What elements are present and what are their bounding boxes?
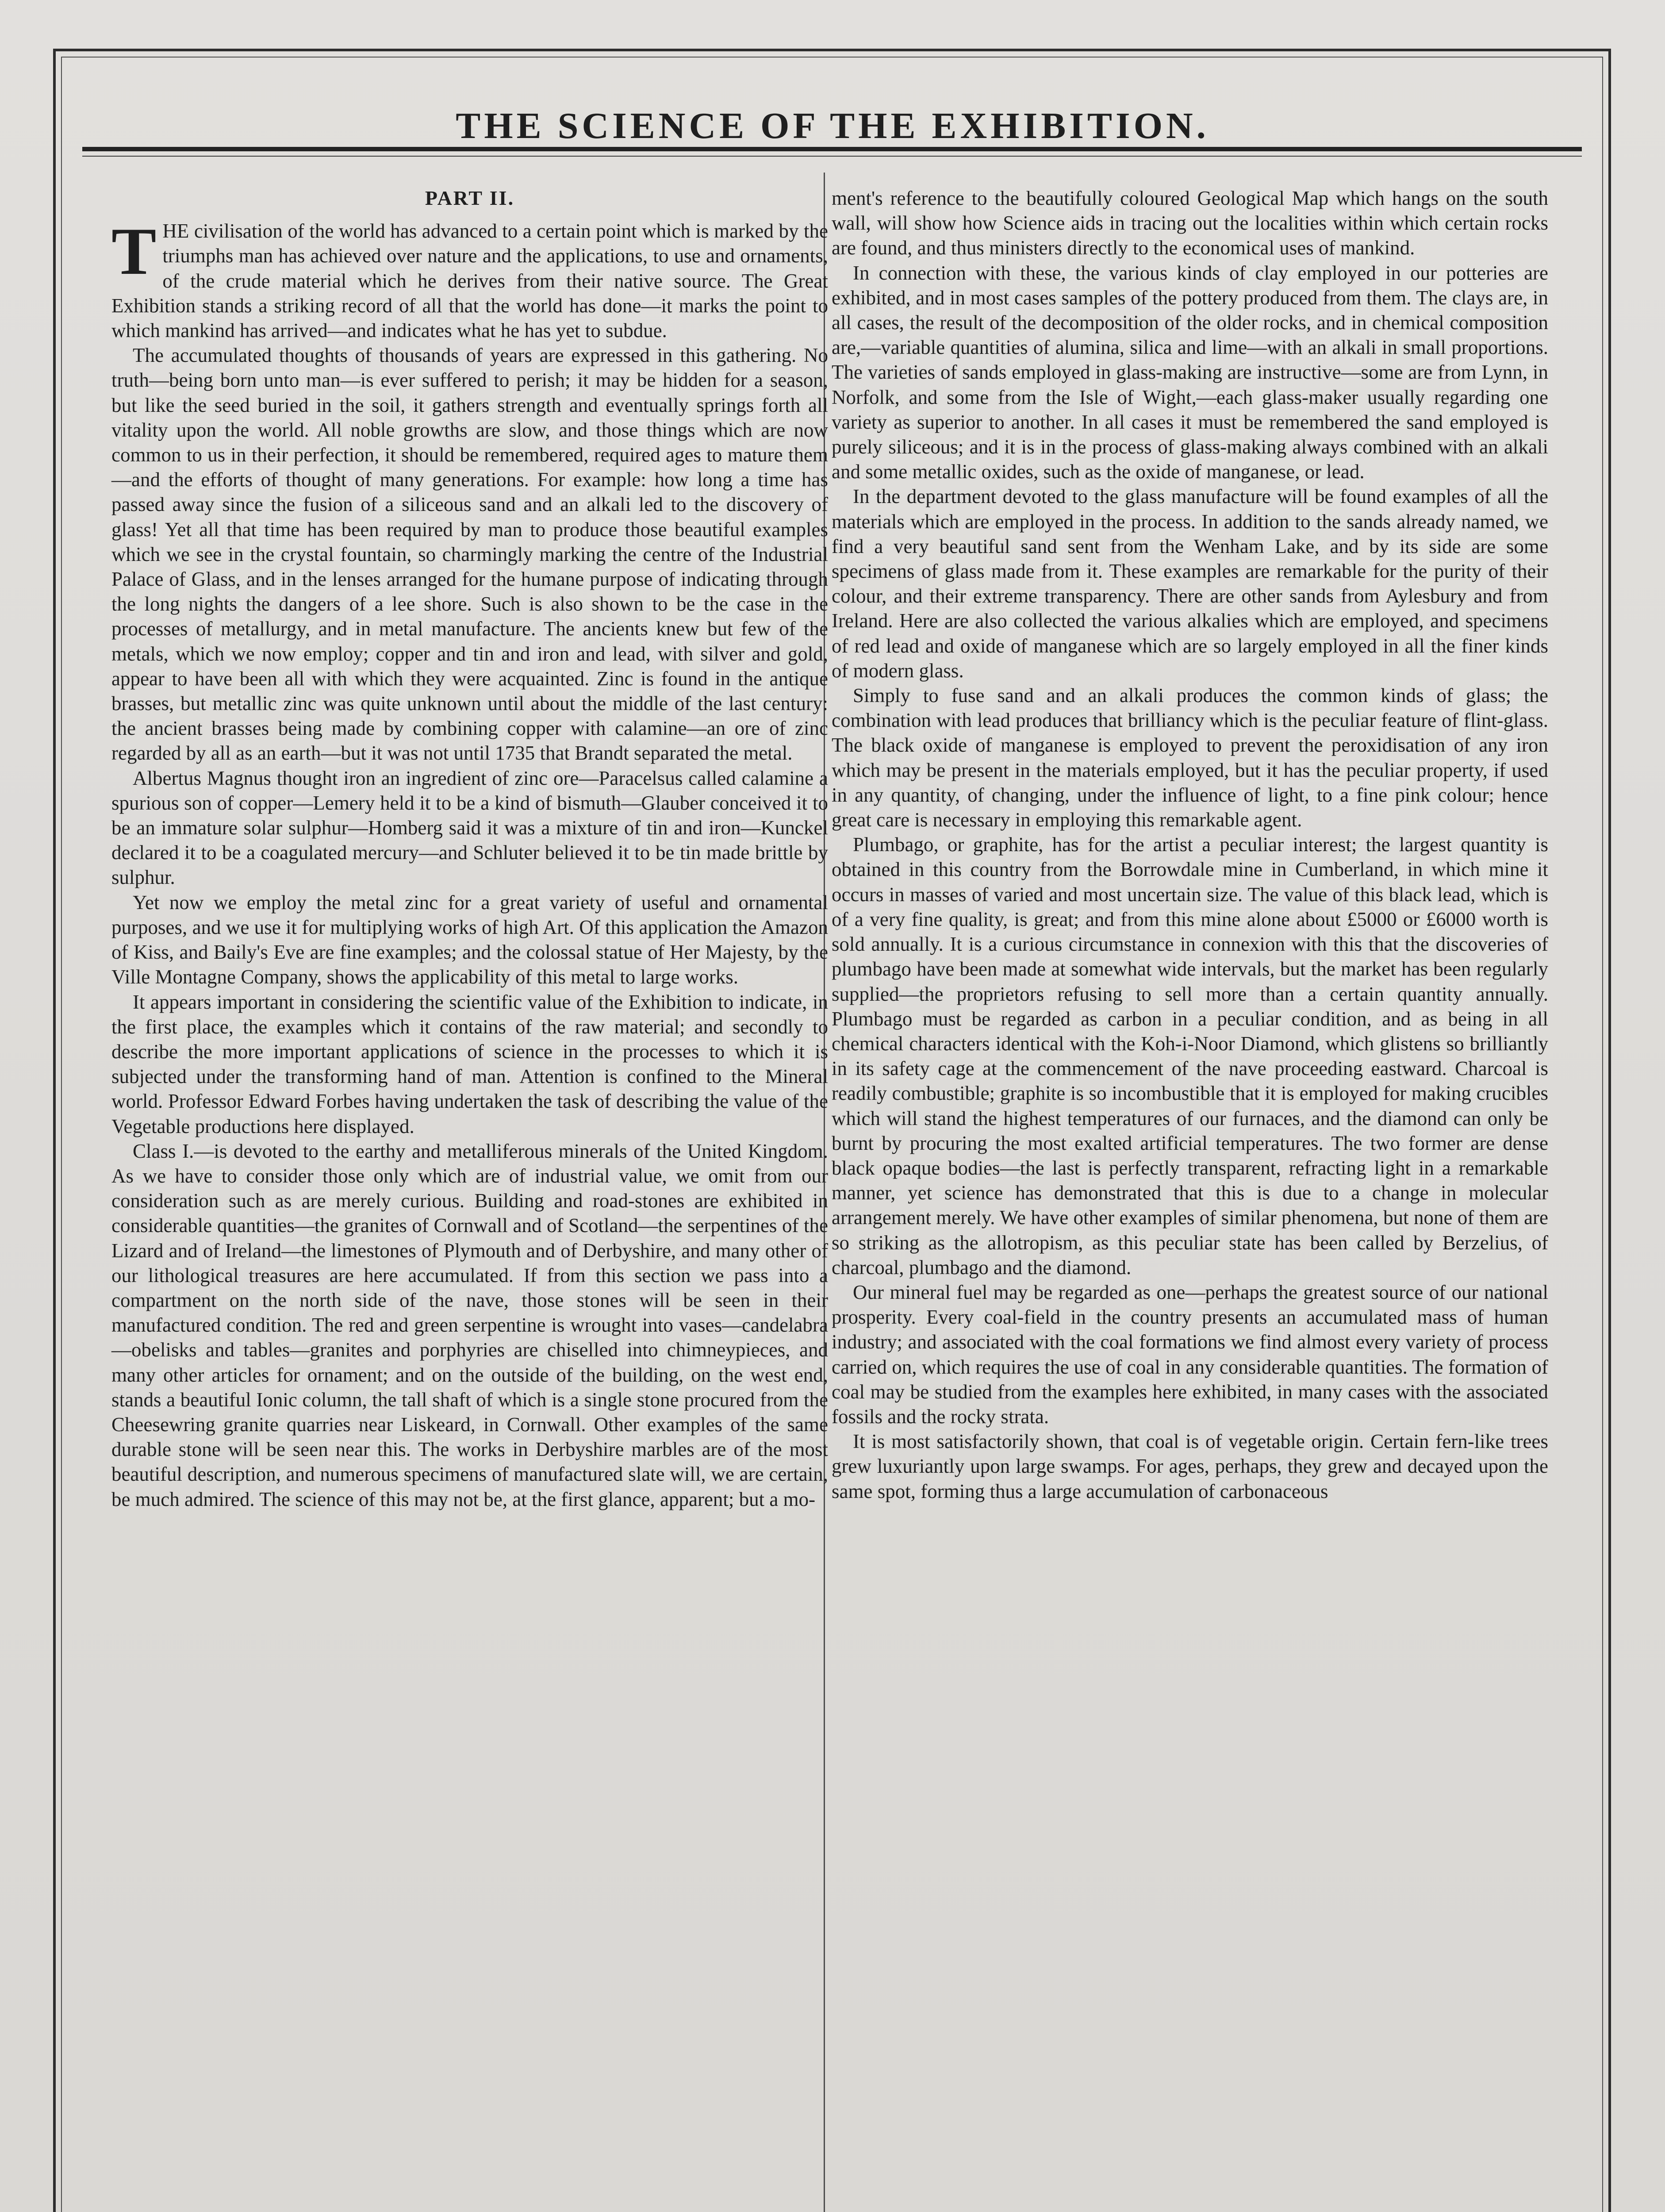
right-paragraph-6: Our mineral fuel may be regarded as one—perhaps the greatest source of our national prosperity. Every coal-field in the country presents an accumulated mass of human industry; and associated with the coal formations we find almost every variety of process carried on, which requires the use of coal in any considerable quantities. The formation of coal may be studied from the examples here exhibited, in many cases with the associated fossils and the rocky strata. [832, 1281, 1548, 1428]
left-column [111, 186, 828, 1512]
right-column [832, 186, 1548, 1504]
right-paragraph-1: ment's reference to the beautifully coloured Geological Map which hangs on the south wall, will show how Science aids in tracing out the localities within which certain rocks are found, and thus ministers directly to the economical uses of mankind. [832, 187, 1548, 259]
left-paragraph-6: Class I.—is devoted to the earthy and metalliferous minerals of the United Kingdom. As we have to consider those only which are of industrial value, we omit from our consideration such as are merely curious. Building and road-stones are exhibited in considerable quantities—the granites of Cornwall and of Scotland—the serpentines of the Lizard and of Ireland—the limestones of Plymouth and of Derbyshire, and many other of our lithological treasures are here accumulated. If from this section we pass into a compartment on the north side of the nave, those stones will be seen in their manufactured condition. The red and green serpentine is wrought into vases—candelabra—obelisks and tables—granites and porphyries are chiselled into chimneypieces, and many other articles for ornament; and on the outside of the building, on the west end, stands a beautiful Ionic column, the tall shaft of which is a single stone procured from the Cheesewring granite quarries near Liskeard, in Cornwall. Other examples of the same durable stone will be seen near this. The works in Derbyshire marbles are of the most beautiful description, and numerous specimens of manufactured slate will, we are certain, be much admired. The science of this may not be, at the first glance, apparent; but a mo- [111, 1140, 828, 1510]
title-rule-thick [82, 147, 1582, 151]
left-paragraph-3: Albertus Magnus thought iron an ingredient of zinc ore—Paracelsus called calamine a spurious son of copper—Lemery held it to be a kind of bismuth—Glauber conceived it to be an immature solar sulphur—Homberg said it was a mixture of tin and iron—Kunckel declared it to be a coagulated mercury—and Schluter believed it to be tin made brittle by sulphur. [111, 767, 828, 889]
page-title: THE SCIENCE OF THE EXHIBITION. [456, 105, 1209, 146]
right-paragraph-3: In the department devoted to the glass manufacture will be found examples of all the materials which are employed in the process. In addition to the sands already named, we find a very beautiful sand sent from the Wenham Lake, and by its side are some specimens of glass made from it. These examples are remarkable for the purity of their colour, and their extreme transparency. There are other sands from Aylesbury and from Ireland. Here are also collected the various alkalies which are employed, and specimens of red lead and oxide of manganese which are so largely employed in all the finer kinds of modern glass. [832, 485, 1548, 682]
section-heading: PART II. [425, 187, 515, 209]
right-paragraph-4: Simply to fuse sand and an alkali produces the common kinds of glass; the combination with lead produces that brilliancy which is the peculiar feature of flint-glass. The black oxide of manganese is employed to prevent the peroxidisation of any iron which may be present in the materials employed, but it has the peculiar property, if used in any quantity, of changing, under the influence of light, to a fine pink colour; hence great care is necessary in employing this remarkable agent. [832, 684, 1548, 831]
right-paragraph-7: It is most satisfactorily shown, that coal is of vegetable origin. Certain fern-like trees grew luxuriantly upon large swamps. For ages, perhaps, they grew and decayed upon the same spot, forming thus a large accumulation of carbonaceous [832, 1430, 1548, 1502]
right-paragraph-2: In connection with these, the various kinds of clay employed in our potteries are exhibited, and in most cases samples of the pottery produced from them. The clays are, in all cases, the result of the decomposition of the older rocks, and in chemical composition are,—variable quantities of alumina, silica and lime—with an alkali in small proportions. The varieties of sands employed in glass-making are instructive—some are from Lynn, in Norfolk, and some from the Isle of Wight,—each glass-maker usually regarding one variety as superior to another. In all cases it must be remembered the sand employed is purely siliceous; and it is in the process of glass-making always combined with an alkali and some metallic oxides, such as the oxide of manganese, or lead. [832, 261, 1548, 483]
title-rule-thin [82, 156, 1582, 157]
left-paragraph-1 [111, 214, 828, 343]
left-paragraph-2: The accumulated thoughts of thousands of years are expressed in this gathering. No truth—being born unto man—is ever suffered to perish; it may be hidden for a season, but like the seed buried in the soil, it gathers strength and eventually springs forth all vitality upon the world. All noble growths are slow, and those things which are now common to us in their perfection, it should be remembered, required ages to mature them—and the efforts of thought of many generations. For example: how long a time has passed away since the fusion of a siliceous sand and an alkali led to the discovery of glass! Yet all that time has been required by man to produce those beautiful examples which we see in the crystal fountain, so charmingly marking the centre of the Industrial Palace of Glass, and in the lenses arranged for the humane purpose of indicating through the long nights the dangers of a lee shore. Such is also shown to be the case in the processes of metallurgy, and in metal manufacture. The ancients knew but few of the metals, which we now employ; copper and tin and iron and lead, with silver and gold, appear to have been all with which they were acquainted. Zinc is found in the antique brasses, but metallic zinc was quite unknown until about the middle of the last century: the ancient brasses being made by combining copper with calamine—an ore of zinc regarded by all as an earth—but it was not until 1735 that Brandt separated the metal. [111, 344, 828, 764]
drop-cap: T [111, 214, 157, 289]
left-paragraph-1-text: HE civilisation of the world has advanced to a certain point which is marked by the triumphs man has achieved over nature and the applications, to use and ornaments, of the crude material which he derives from their native source. The Great Exhibition stands a striking record of all that the world has done—it marks the point to which mankind has arrived—and indicates what he has yet to subdue. [111, 220, 828, 342]
left-paragraph-4: Yet now we employ the metal zinc for a great variety of useful and ornamental purposes, and we use it for multiplying works of high Art. Of this application the Amazon of Kiss, and Baily's Eve are fine examples; and the colossal statue of Her Majesty, by the Ville Montagne Company, shows the applicability of this metal to large works. [111, 891, 828, 988]
right-paragraph-5: Plumbago, or graphite, has for the artist a peculiar interest; the largest quantity is obtained in this country from the Borrowdale mine in Cumberland, in which mine it occurs in masses of varied and most uncertain size. The value of this black lead, which is of a very fine quality, is great; and from this mine alone about £5000 or £6000 worth is sold annually. It is a curious circumstance in connexion with this that the discoveries of plumbago have been made at somewhat wide intervals, but the market has been regularly supplied—the proprietors refusing to sell more than a certain quantity annually. Plumbago must be regarded as carbon in a peculiar condition, and as being in all chemical characters identical with the Koh-i-Noor Diamond, which glistens so brilliantly in its safety cage at the commencement of the nave proceeding eastward. Charcoal is readily combustible; graphite is so incombustible that it is employed for making crucibles which will stand the highest temperatures of our furnaces, and the diamond can only be burnt by procuring the most exalted artificial temperatures. The two former are dense black opaque bodies—the last is perfectly transparent, refracting light in a remarkable manner, yet science has demonstrated that this is due to a change in molecular arrangement merely. We have other examples of similar phenomena, but none of them are so striking as the allotropism, as this peculiar state has been called by Berzelius, of charcoal, plumbago and the diamond. [832, 833, 1548, 1279]
left-paragraph-5: It appears important in considering the scientific value of the Exhibition to indicate, in the first place, the examples which it contains of the raw material; and secondly to describe the more important applications of science in the processes to which it is subjected under the transforming hand of man. Attention is confined to the Mineral world. Professor Edward Forbes having undertaken the task of describing the value of the Vegetable productions here displayed. [111, 991, 828, 1137]
